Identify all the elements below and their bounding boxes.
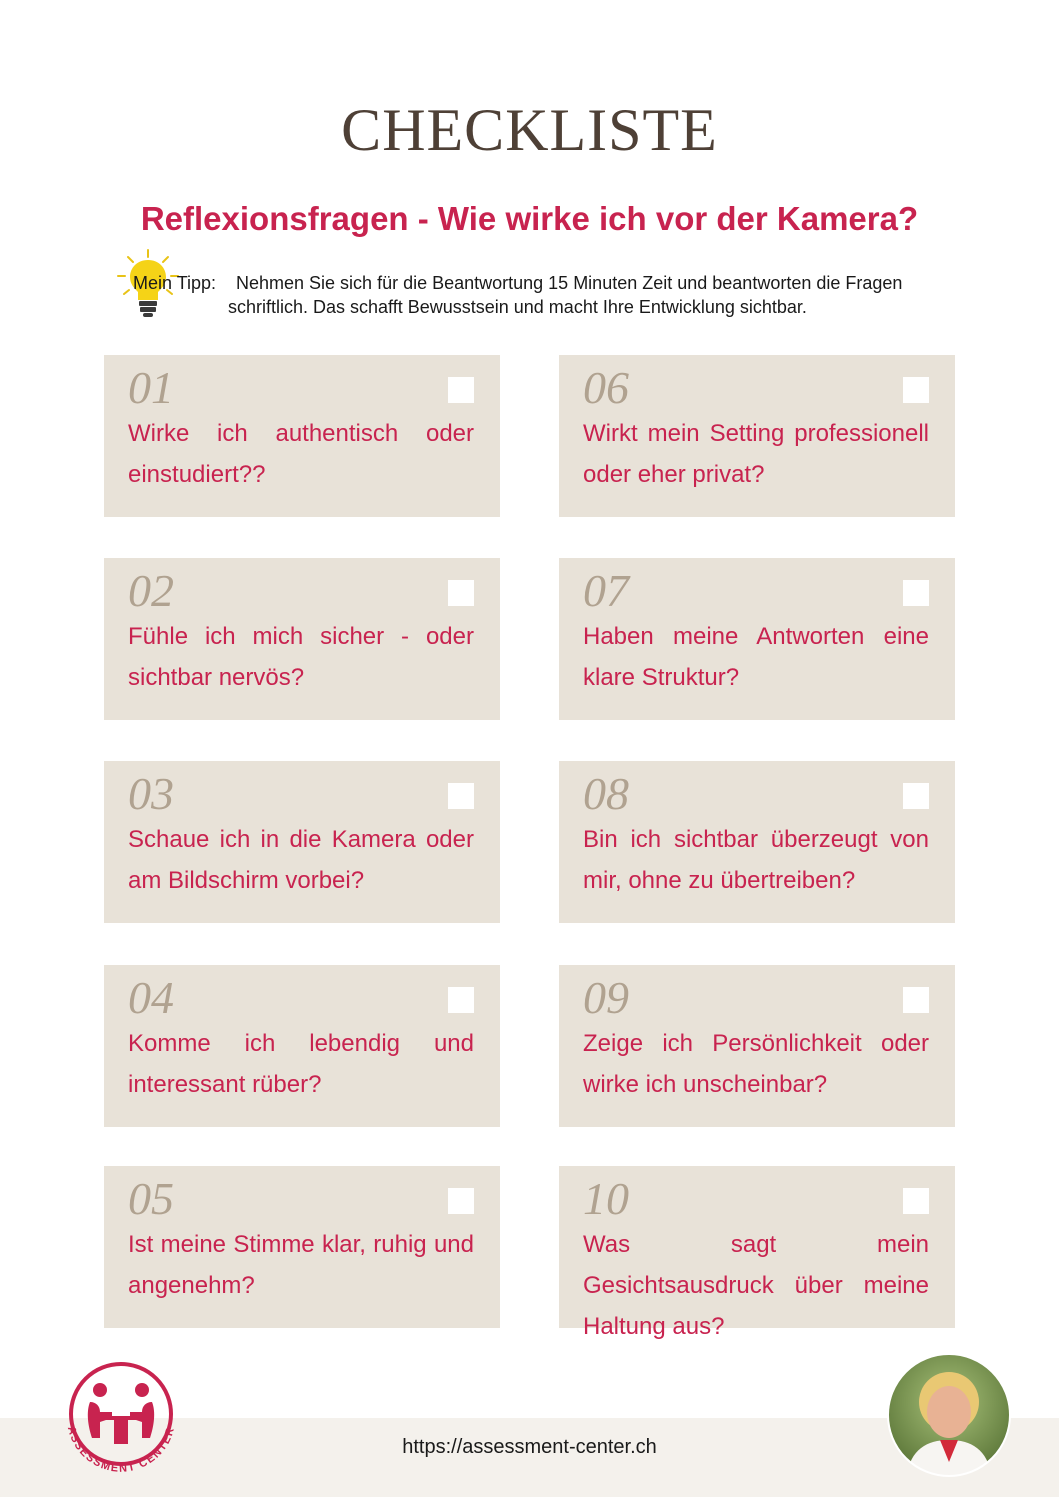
- assessment-center-logo: [56, 1356, 186, 1486]
- question-card-03: [104, 761, 500, 923]
- checkbox[interactable]: [903, 377, 929, 403]
- logo-text: ASSESSMENT CENTER: [64, 1425, 178, 1475]
- question-text: Wirkt mein Setting professionell oder eher privat?: [583, 420, 929, 488]
- checkbox[interactable]: [448, 580, 474, 606]
- question-number: 02: [128, 565, 174, 616]
- checkbox[interactable]: [903, 580, 929, 606]
- question-number: 04: [128, 972, 174, 1023]
- question-card-09: [559, 965, 955, 1127]
- question-text: Bin ich sichtbar überzeugt von mir, ohne zu übertreiben?: [583, 826, 929, 894]
- question-card-10: [559, 1166, 955, 1340]
- question-text: Was sagt mein Gesichtsausdruck über meine Haltung aus?: [583, 1231, 929, 1340]
- question-number: 10: [583, 1173, 629, 1224]
- page-subtitle: Reflexionsfragen - Wie wirke ich vor der Kamera?: [140, 200, 919, 237]
- question-text: Fühle ich mich sicher - oder sichtbar nervös?: [128, 623, 474, 691]
- question-card-01: [104, 355, 500, 517]
- question-text: Haben meine Antworten eine klare Struktur?: [583, 623, 929, 691]
- question-card-07: [559, 558, 955, 720]
- profile-photo: [886, 1352, 1012, 1478]
- question-text: Wirke ich authentisch oder einstudiert??: [128, 420, 474, 488]
- checkbox[interactable]: [448, 1188, 474, 1214]
- checkbox[interactable]: [903, 783, 929, 809]
- question-number: 08: [583, 768, 629, 819]
- question-card-04: [104, 965, 500, 1127]
- checkbox[interactable]: [448, 783, 474, 809]
- checkbox[interactable]: [903, 987, 929, 1013]
- question-card-06: [559, 355, 955, 517]
- question-number: 01: [128, 362, 174, 413]
- question-number: 07: [583, 565, 629, 616]
- question-card-05: [104, 1166, 500, 1328]
- question-text: Zeige ich Persönlichkeit oder wirke ich unscheinbar?: [583, 1030, 929, 1098]
- tip-text-line-1: Nehmen Sie sich für die Beantwortung 15 Minuten Zeit und beantworten die Fragen: [236, 273, 903, 293]
- footer-website-link[interactable]: https://assessment-center.ch: [402, 1436, 657, 1458]
- tip-label: Mein Tipp:: [133, 273, 217, 293]
- question-text: Ist meine Stimme klar, ruhig und angenehm?: [128, 1231, 474, 1299]
- checkbox[interactable]: [448, 377, 474, 403]
- checkbox[interactable]: [903, 1188, 929, 1214]
- question-card-02: [104, 558, 500, 720]
- question-number: 09: [583, 972, 629, 1023]
- question-card-08: [559, 761, 955, 923]
- tip-text-line-2: schriftlich. Das schafft Bewusstsein und macht Ihre Entwicklung sichtbar.: [228, 297, 807, 317]
- question-number: 05: [128, 1173, 174, 1224]
- page-title: CHECKLISTE: [341, 97, 718, 163]
- question-text: Komme ich lebendig und interessant rüber?: [128, 1030, 474, 1098]
- checkbox[interactable]: [448, 987, 474, 1013]
- question-text: Schaue ich in die Kamera oder am Bildschirm vorbei?: [128, 826, 474, 894]
- question-number: 06: [583, 362, 629, 413]
- question-number: 03: [128, 768, 174, 819]
